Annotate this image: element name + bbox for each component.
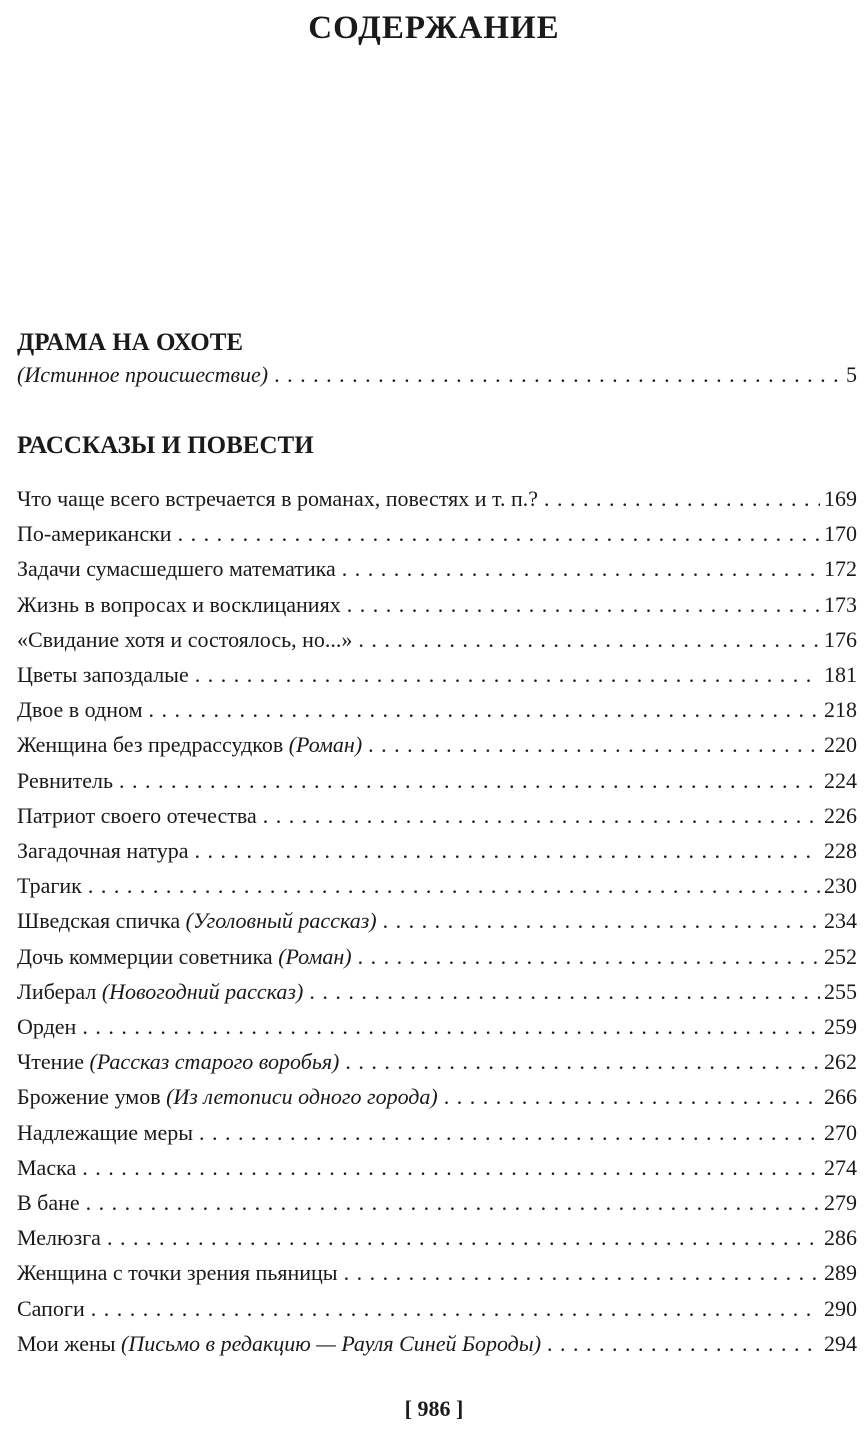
toc-entry-title: По-американски <box>17 521 172 547</box>
toc-entry-page: 289 <box>824 1260 857 1286</box>
dot-leader <box>544 482 820 516</box>
dot-leader <box>444 1080 820 1114</box>
toc-entry-title: Цветы запоздалые <box>17 662 189 687</box>
toc-entry-page: 274 <box>824 1154 857 1180</box>
toc-entry <box>17 1116 857 1150</box>
dot-leader <box>86 1186 820 1220</box>
toc-entry-title: Жизнь в вопросах и восклицаниях <box>17 591 341 617</box>
toc-entry-page: 230 <box>824 873 857 899</box>
toc-entry-page: 5 <box>846 362 857 387</box>
page-number: [ 986 ] <box>404 1396 464 1421</box>
toc-entry-page: 170 <box>824 521 857 547</box>
toc-entry-page: 181 <box>824 662 857 687</box>
toc-entry-page: 228 <box>824 838 857 863</box>
toc-entry <box>17 588 857 622</box>
dot-leader <box>82 1010 820 1044</box>
toc-entry-title: Трагик <box>17 873 82 899</box>
toc-entry <box>17 728 857 762</box>
dot-leader <box>195 658 820 692</box>
dot-leader <box>358 940 820 974</box>
toc-entry-title: В бане <box>17 1190 80 1215</box>
toc-entry-title: Дочь коммерции советника (Роман) <box>17 943 352 969</box>
section-heading-stories: РАССКАЗЫ И ПОВЕСТИ <box>17 432 314 459</box>
toc-entry-title: Чтение (Рассказ старого воробья) <box>17 1049 340 1075</box>
toc-entry <box>17 482 857 516</box>
section-heading-drama: ДРАМА НА ОХОТЕ <box>17 329 244 356</box>
dot-leader <box>88 869 820 903</box>
toc-entry-title: Женщина с точки зрения пьяницы <box>17 1260 338 1286</box>
dot-leader <box>178 517 820 551</box>
toc-entry <box>17 799 857 833</box>
toc-entry <box>17 1151 857 1185</box>
toc-entry-page: 169 <box>824 486 857 511</box>
toc-entry-title: «Свидание хотя и состоялось, но...» <box>17 626 353 652</box>
toc-entry <box>17 693 857 727</box>
toc-entry-title: Шведская спичка (Уголовный рассказ) <box>17 908 377 934</box>
dot-leader <box>309 975 820 1009</box>
toc-entry <box>17 552 857 586</box>
toc-entry-page: 176 <box>824 626 857 652</box>
toc-entry <box>17 1186 857 1220</box>
toc-entry <box>17 1010 857 1044</box>
toc-entry-title: Брожение умов (Из летописи одного города) <box>17 1084 438 1110</box>
toc-entry-title: Женщина без предрассудков (Роман) <box>17 732 363 758</box>
dot-leader <box>547 1327 820 1361</box>
dot-leader <box>344 1256 820 1290</box>
toc-entry <box>17 834 857 868</box>
toc-entry-title: Задачи сумасшедшего математика <box>17 556 336 582</box>
toc-entry-page: 286 <box>824 1225 857 1251</box>
dot-leader <box>358 623 820 657</box>
toc-entry <box>17 1292 857 1326</box>
toc-entry-title: Либерал (Новогодний рассказ) <box>17 978 304 1004</box>
dot-leader <box>368 728 820 762</box>
toc-entry <box>17 869 857 903</box>
dot-leader <box>263 799 820 833</box>
toc-entry <box>17 517 857 551</box>
toc-entry <box>17 940 857 974</box>
toc-entry-title: Патриот своего отечества <box>17 802 257 828</box>
toc-entry <box>17 1327 857 1361</box>
toc-entry-page: 234 <box>824 908 857 934</box>
toc-entry-page: 290 <box>824 1295 857 1321</box>
dot-leader <box>347 588 820 622</box>
toc-entry-title: Мелюзга <box>17 1225 101 1251</box>
dot-leader <box>274 358 842 392</box>
toc-entry-title: Что чаще всего встречается в романах, повестях и т. п.? <box>17 486 539 511</box>
dot-leader <box>82 1151 820 1185</box>
toc-entry-page: 266 <box>824 1084 857 1110</box>
toc-entry-title: Ревнитель <box>17 767 114 793</box>
dot-leader <box>345 1045 820 1079</box>
toc-entry-title: Орден <box>17 1014 77 1039</box>
toc-entry-page: 218 <box>824 697 857 723</box>
toc-entry-page: 255 <box>824 978 857 1004</box>
page-title: СОДЕРЖАНИЕ <box>308 10 560 46</box>
toc-entry-title: Маска <box>17 1154 77 1180</box>
toc-entry-page: 270 <box>824 1119 857 1145</box>
toc-entry-page: 279 <box>824 1190 857 1215</box>
dot-leader <box>199 1116 820 1150</box>
toc-entry <box>17 764 857 798</box>
toc-entry <box>17 658 857 692</box>
toc-entry-page: 220 <box>824 732 857 758</box>
dot-leader <box>194 834 820 868</box>
toc-entry-page: 294 <box>824 1330 857 1356</box>
dot-leader <box>342 552 820 586</box>
toc-entry-page: 172 <box>824 556 857 582</box>
toc-entry-page: 224 <box>824 767 857 793</box>
dot-leader <box>149 693 820 727</box>
toc-entry <box>17 1080 857 1114</box>
dot-leader <box>119 764 820 798</box>
toc-entry <box>17 623 857 657</box>
toc-entry <box>17 1045 857 1079</box>
toc-entry-title: Двое в одном <box>17 697 143 723</box>
toc-entry-title: Загадочная натура <box>17 838 189 863</box>
toc-entry <box>17 975 857 1009</box>
toc-entry-page: 226 <box>824 802 857 828</box>
toc-entry-title: Мои жены (Письмо в редакцию — Рауля Синей Бороды) <box>17 1330 542 1356</box>
toc-entry-title: (Истинное происшествие) <box>17 362 269 387</box>
dot-leader <box>107 1221 820 1255</box>
dot-leader <box>383 904 820 938</box>
toc-entry-page: 252 <box>824 943 857 969</box>
toc-entry <box>17 1256 857 1290</box>
toc-entry-page: 259 <box>824 1014 857 1039</box>
toc-entry-page: 173 <box>824 591 857 617</box>
toc-entry-page: 262 <box>824 1049 857 1075</box>
toc-entry-title: Надлежащие меры <box>17 1119 193 1145</box>
toc-entry-title: Сапоги <box>17 1295 85 1321</box>
toc-entry <box>17 358 857 392</box>
toc-entry <box>17 904 857 938</box>
dot-leader <box>91 1292 820 1326</box>
toc-entry <box>17 1221 857 1255</box>
